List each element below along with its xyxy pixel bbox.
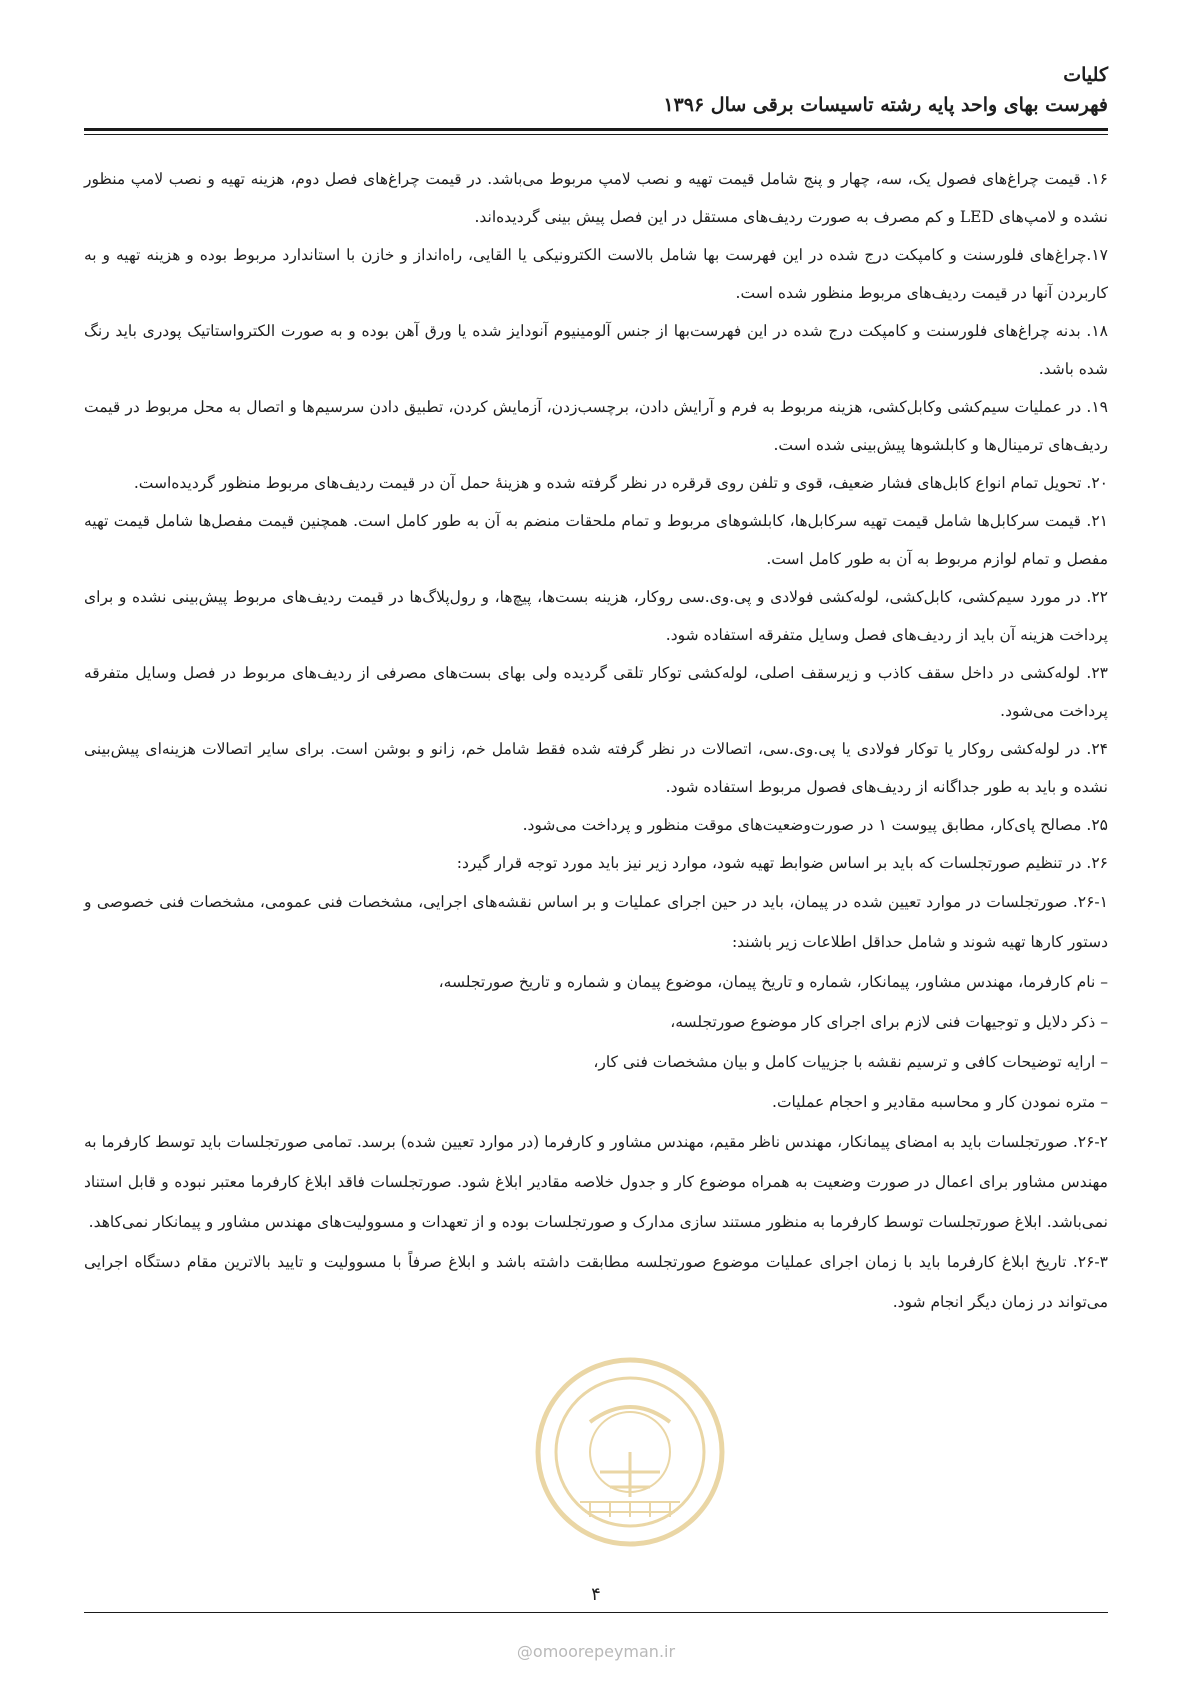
paragraph-21: ۲۱. قیمت سرکابل‌ها شامل قیمت تهیه سرکابل‌ها، کابلشوهای مربوط و تمام ملحقات منضم به آن به طور کامل است. همچنین قیمت مفصل‌ها شامل قیمت تهیه مفصل و تمام لوازم مربوط به آن به طور کامل است.	[84, 512, 1108, 568]
header-rule-thin	[84, 134, 1108, 135]
site-watermark: @omoorepeyman.ir	[516, 1642, 676, 1661]
header-rule-thick	[84, 128, 1108, 131]
paragraph-17: ۱۷.چراغ‌های فلورسنت و کامپکت درج شده در این فهرست بها شامل بالاست الکترونیکی یا القایی، راه‌انداز و خازن با استاندارد مربوط بوده و هزینه تهیه و به کاربردن آنها در قیمت ردیف‌های مربوط منظور شده است.	[84, 246, 1108, 302]
paragraph-25: ۲۵. مصالح پای‌کار، مطابق پیوست ۱ در صورت‌وضعیت‌های موقت منظور و پرداخت می‌شود.	[522, 816, 1108, 834]
paragraph-26: ۲۶. در تنظیم صورتجلسات که باید بر اساس ضوابط تهیه شود، موارد زیر نیز باید مورد توجه قرار گیرد:	[456, 854, 1108, 872]
paragraph-20: ۲۰. تحویل تمام انواع کابل‌های فشار ضعیف، قوی و تلفن روی قرقره در نظر گرفته شده و هزینهٔ حمل آن در قیمت ردیف‌های مربوط منظور گردیده‌است.	[133, 474, 1108, 492]
paragraph-18: ۱۸. بدنه چراغ‌های فلورسنت و کامپکت درج شده در این فهرست‌بها از جنس آلومینیوم آنودایز شده یا ورق آهن بوده و به صورت الکترواستاتیک پودری باید رنگ شده باشد.	[84, 322, 1108, 378]
page-number: ۴	[591, 1584, 601, 1605]
paragraph-24: ۲۴. در لوله‌کشی روکار یا توکار فولادی یا پی.وی.سی، اتصالات در نظر گرفته شده فقط شامل خم، زانو و بوشن است. برای سایر اتصالات هزینه‌ای پیش‌بینی نشده و باید به طور جداگانه از ردیف‌های فصول مربوط استفاده شود.	[84, 740, 1108, 796]
header-title: کلیات	[1063, 64, 1108, 86]
bullet-item: – متره نمودن کار و محاسبه مقادیر و احجام عملیات.	[772, 1093, 1108, 1111]
bullet-item: – ارایه توضیحات کافی و ترسیم نقشه با جزییات کامل و بیان مشخصات فنی کار،	[593, 1053, 1108, 1071]
bullet-item: – نام کارفرما، مهندس مشاور، پیمانکار، شماره و تاریخ پیمان، موضوع پیمان و شماره و تاریخ صورتجلسه،	[438, 973, 1108, 991]
paragraph-19: ۱۹. در عملیات سیم‌کشی وکابل‌کشی، هزینه مربوط به فرم و آرایش دادن، برچسب‌زدن، آزمایش کردن، تطبیق دادن سرسیم‌ها و اتصال به محل مربوط در قیمت ردیف‌های ترمینال‌ها و کابلشوها پیش‌بینی شده است.	[84, 398, 1108, 454]
seal-watermark-icon	[530, 1352, 730, 1552]
section-26-1: ۲۶-۱. صورتجلسات در موارد تعیین شده در پیمان، باید در حین اجرای عملیات و بر اساس نقشه‌های اجرایی، مشخصات فنی عمومی، مشخصات فنی خصوصی و دستور کارها تهیه شوند و شامل حداقل اطلاعات زیر باشند:	[84, 893, 1108, 951]
document-page	[84, 0, 1108, 1684]
section-26-block	[84, 882, 1108, 1322]
page-header	[84, 60, 1108, 120]
paragraph-22: ۲۲. در مورد سیم‌کشی، کابل‌کشی، لوله‌کشی فولادی و پی.وی.سی روکار، هزینه بست‌ها، پیچ‌ها، و رول‌پلاگ‌ها در قیمت ردیف‌های مربوط پیش‌بینی نشده و برای پرداخت هزینه آن باید از ردیف‌های فصل وسایل متفرقه استفاده شود.	[84, 588, 1108, 644]
footer-rule	[84, 1612, 1108, 1613]
paragraph-16: ۱۶. قیمت چراغ‌های فصول یک، سه، چهار و پنج شامل قیمت تهیه و نصب لامپ مربوط می‌باشد. در قیمت چراغ‌های فصل دوم، هزینه تهیه و نصب لامپ منظور نشده و لامپ‌های LED و کم مصرف به صورت ردیف‌های مستقل در این فصل پیش بینی گردیده‌اند.	[84, 170, 1108, 226]
body-text	[84, 160, 1108, 1322]
paragraph-23: ۲۳. لوله‌کشی در داخل سقف کاذب و زیرسقف اصلی، لوله‌کشی توکار تلقی گردیده ولی بهای بست‌های مصرفی از ردیف‌های مربوط در فصل وسایل متفرقه پرداخت می‌شود.	[84, 664, 1108, 720]
section-26-2: ۲۶-۲. صورتجلسات باید به امضای پیمانکار، مهندس ناظر مقیم، مهندس مشاور و کارفرما (در موارد تعیین شده) برسد. تمامی صورتجلسات باید توسط کارفرما به مهندس مشاور برای اعمال در صورت وضعیت به همراه موضوع کار و جدول خلاصه مقادیر ابلاغ شود. صورتجلسات فاقد ابلاغ کارفرما معتبر نبوده و قابل استناد نمی‌باشد. ابلاغ صورتجلسات توسط کارفرما به منظور مستند سازی مدارک و صورتجلسات بوده و از تعهدات و مسوولیت‌های مهندس مشاور و پیمانکار نمی‌کاهد.	[84, 1133, 1108, 1231]
header-subtitle: فهرست بهای واحد پایه رشته تاسیسات برقی سال ۱۳۹۶	[663, 94, 1108, 116]
bullet-item: – ذکر دلایل و توجیهات فنی لازم برای اجرای کار موضوع صورتجلسه،	[670, 1013, 1108, 1031]
section-26-3: ۲۶-۳. تاریخ ابلاغ کارفرما باید با زمان اجرای عملیات موضوع صورتجلسه مطابقت داشته باشد و ابلاغ صرفاً با مسوولیت و تایید بالاترین مقام دستگاه اجرایی می‌تواند در زمان دیگر انجام شود.	[84, 1253, 1108, 1311]
